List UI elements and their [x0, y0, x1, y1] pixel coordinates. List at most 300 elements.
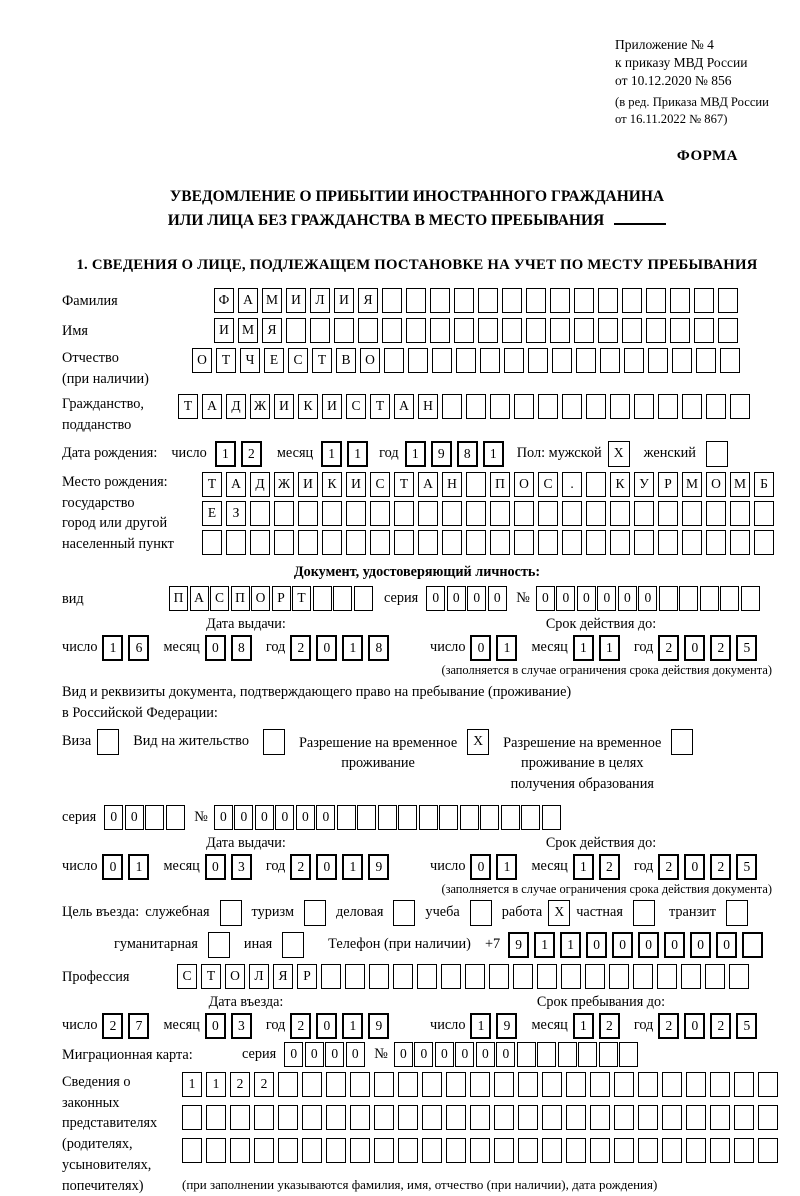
- char-cell[interactable]: [322, 501, 342, 526]
- char-cell[interactable]: Т: [292, 586, 311, 611]
- char-cell[interactable]: З: [226, 501, 246, 526]
- char-cell[interactable]: [694, 288, 714, 313]
- char-cell[interactable]: [538, 501, 558, 526]
- char-cell[interactable]: [419, 805, 438, 830]
- char-cell[interactable]: [614, 1138, 634, 1163]
- char-cell[interactable]: [638, 1138, 658, 1163]
- char-cell[interactable]: С: [210, 586, 229, 611]
- char-cell[interactable]: [97, 729, 119, 755]
- char-cell[interactable]: [418, 501, 438, 526]
- char-cell[interactable]: 1: [342, 1013, 363, 1039]
- char-cell[interactable]: [521, 805, 540, 830]
- char-cell[interactable]: 9: [496, 1013, 517, 1039]
- char-cell[interactable]: 0: [255, 805, 274, 830]
- char-cell[interactable]: О: [192, 348, 212, 373]
- char-cell[interactable]: [230, 1138, 250, 1163]
- char-cell[interactable]: О: [706, 472, 726, 497]
- char-cell[interactable]: [460, 805, 479, 830]
- char-cell[interactable]: 0: [275, 805, 294, 830]
- char-cell[interactable]: [422, 1105, 442, 1130]
- char-cell[interactable]: [432, 348, 452, 373]
- char-cell[interactable]: [562, 501, 582, 526]
- char-cell[interactable]: [326, 1072, 346, 1097]
- identity-issue-year[interactable]: [290, 635, 394, 661]
- char-cell[interactable]: [682, 501, 702, 526]
- char-cell[interactable]: 1: [347, 441, 368, 467]
- char-cell[interactable]: [730, 394, 750, 419]
- char-cell[interactable]: И: [286, 288, 306, 313]
- char-cell[interactable]: Н: [418, 394, 438, 419]
- char-cell[interactable]: 5: [736, 635, 757, 661]
- char-cell[interactable]: 0: [205, 1013, 226, 1039]
- char-cell[interactable]: П: [490, 472, 510, 497]
- char-cell[interactable]: [494, 1072, 514, 1097]
- char-cell[interactable]: Р: [658, 472, 678, 497]
- char-cell[interactable]: 0: [496, 1042, 515, 1067]
- char-cell[interactable]: 0: [690, 932, 711, 958]
- char-cell[interactable]: [610, 501, 630, 526]
- char-cell[interactable]: 1: [182, 1072, 202, 1097]
- purpose-tourism-checkbox[interactable]: [304, 900, 326, 926]
- char-cell[interactable]: [182, 1105, 202, 1130]
- representatives-grid-1[interactable]: [182, 1072, 782, 1097]
- char-cell[interactable]: М: [730, 472, 750, 497]
- profession-grid[interactable]: [177, 964, 753, 989]
- char-cell[interactable]: [321, 964, 341, 989]
- char-cell[interactable]: [357, 805, 376, 830]
- char-cell[interactable]: 0: [325, 1042, 344, 1067]
- char-cell[interactable]: Ж: [274, 472, 294, 497]
- char-cell[interactable]: Т: [202, 472, 222, 497]
- char-cell[interactable]: [634, 530, 654, 555]
- birth-month-grid[interactable]: [321, 441, 373, 467]
- char-cell[interactable]: Л: [249, 964, 269, 989]
- char-cell[interactable]: [550, 318, 570, 343]
- char-cell[interactable]: 6: [128, 635, 149, 661]
- char-cell[interactable]: 8: [368, 635, 389, 661]
- char-cell[interactable]: [754, 530, 774, 555]
- char-cell[interactable]: 0: [618, 586, 637, 611]
- char-cell[interactable]: [706, 501, 726, 526]
- char-cell[interactable]: [696, 348, 716, 373]
- char-cell[interactable]: [586, 501, 606, 526]
- char-cell[interactable]: 0: [234, 805, 253, 830]
- char-cell[interactable]: [585, 964, 605, 989]
- char-cell[interactable]: [358, 318, 378, 343]
- char-cell[interactable]: [710, 1072, 730, 1097]
- birth-place-grid-1[interactable]: [202, 472, 778, 497]
- char-cell[interactable]: С: [538, 472, 558, 497]
- char-cell[interactable]: 0: [104, 805, 123, 830]
- char-cell[interactable]: 0: [612, 932, 633, 958]
- char-cell[interactable]: [706, 441, 728, 467]
- char-cell[interactable]: [393, 964, 413, 989]
- char-cell[interactable]: [182, 1138, 202, 1163]
- char-cell[interactable]: X: [608, 441, 630, 467]
- char-cell[interactable]: 1: [573, 635, 594, 661]
- char-cell[interactable]: [706, 394, 726, 419]
- char-cell[interactable]: [398, 805, 417, 830]
- char-cell[interactable]: 0: [125, 805, 144, 830]
- char-cell[interactable]: [634, 394, 654, 419]
- char-cell[interactable]: 0: [638, 586, 657, 611]
- char-cell[interactable]: [490, 394, 510, 419]
- char-cell[interactable]: Е: [264, 348, 284, 373]
- char-cell[interactable]: 0: [346, 1042, 365, 1067]
- char-cell[interactable]: 0: [638, 932, 659, 958]
- char-cell[interactable]: 0: [536, 586, 555, 611]
- doc-series-grid[interactable]: [426, 586, 508, 611]
- char-cell[interactable]: 2: [599, 1013, 620, 1039]
- char-cell[interactable]: [378, 805, 397, 830]
- char-cell[interactable]: [442, 530, 462, 555]
- char-cell[interactable]: 7: [128, 1013, 149, 1039]
- char-cell[interactable]: [298, 501, 318, 526]
- char-cell[interactable]: [406, 288, 426, 313]
- char-cell[interactable]: [254, 1138, 274, 1163]
- char-cell[interactable]: 0: [447, 586, 466, 611]
- char-cell[interactable]: 5: [736, 854, 757, 880]
- char-cell[interactable]: [537, 1042, 556, 1067]
- char-cell[interactable]: [250, 501, 270, 526]
- char-cell[interactable]: Д: [250, 472, 270, 497]
- char-cell[interactable]: [274, 530, 294, 555]
- char-cell[interactable]: Ф: [214, 288, 234, 313]
- char-cell[interactable]: [304, 900, 326, 926]
- char-cell[interactable]: [470, 1072, 490, 1097]
- char-cell[interactable]: [446, 1105, 466, 1130]
- char-cell[interactable]: [598, 318, 618, 343]
- char-cell[interactable]: П: [231, 586, 250, 611]
- char-cell[interactable]: 1: [534, 932, 555, 958]
- char-cell[interactable]: 0: [205, 635, 226, 661]
- char-cell[interactable]: [576, 348, 596, 373]
- char-cell[interactable]: Т: [394, 472, 414, 497]
- char-cell[interactable]: [263, 729, 285, 755]
- birth-day-grid[interactable]: [215, 441, 267, 467]
- char-cell[interactable]: [590, 1072, 610, 1097]
- char-cell[interactable]: [518, 1072, 538, 1097]
- char-cell[interactable]: 0: [597, 586, 616, 611]
- char-cell[interactable]: [686, 1072, 706, 1097]
- char-cell[interactable]: 0: [435, 1042, 454, 1067]
- char-cell[interactable]: [422, 1072, 442, 1097]
- char-cell[interactable]: [430, 288, 450, 313]
- char-cell[interactable]: [514, 394, 534, 419]
- char-cell[interactable]: [720, 586, 739, 611]
- char-cell[interactable]: И: [334, 288, 354, 313]
- char-cell[interactable]: [562, 394, 582, 419]
- char-cell[interactable]: А: [418, 472, 438, 497]
- char-cell[interactable]: 0: [577, 586, 596, 611]
- char-cell[interactable]: [254, 1105, 274, 1130]
- char-cell[interactable]: 9: [368, 1013, 389, 1039]
- char-cell[interactable]: [720, 348, 740, 373]
- char-cell[interactable]: [538, 394, 558, 419]
- char-cell[interactable]: [686, 1138, 706, 1163]
- char-cell[interactable]: 0: [284, 1042, 303, 1067]
- char-cell[interactable]: П: [169, 586, 188, 611]
- char-cell[interactable]: Т: [370, 394, 390, 419]
- char-cell[interactable]: [278, 1105, 298, 1130]
- char-cell[interactable]: [350, 1072, 370, 1097]
- char-cell[interactable]: [542, 805, 561, 830]
- char-cell[interactable]: [550, 288, 570, 313]
- char-cell[interactable]: [333, 586, 352, 611]
- char-cell[interactable]: [490, 530, 510, 555]
- char-cell[interactable]: [454, 288, 474, 313]
- purpose-private-checkbox[interactable]: [633, 900, 655, 926]
- char-cell[interactable]: 2: [710, 635, 731, 661]
- char-cell[interactable]: 1: [573, 1013, 594, 1039]
- char-cell[interactable]: 2: [658, 1013, 679, 1039]
- char-cell[interactable]: [586, 394, 606, 419]
- entry-year[interactable]: [290, 1013, 394, 1039]
- char-cell[interactable]: [502, 288, 522, 313]
- char-cell[interactable]: [226, 530, 246, 555]
- char-cell[interactable]: 1: [496, 854, 517, 880]
- char-cell[interactable]: [350, 1105, 370, 1130]
- char-cell[interactable]: [326, 1105, 346, 1130]
- char-cell[interactable]: [705, 964, 725, 989]
- char-cell[interactable]: К: [610, 472, 630, 497]
- char-cell[interactable]: [418, 530, 438, 555]
- char-cell[interactable]: 0: [556, 586, 575, 611]
- char-cell[interactable]: [346, 501, 366, 526]
- purpose-official-checkbox[interactable]: [220, 900, 242, 926]
- char-cell[interactable]: [206, 1138, 226, 1163]
- char-cell[interactable]: [662, 1072, 682, 1097]
- char-cell[interactable]: [598, 288, 618, 313]
- char-cell[interactable]: [354, 586, 373, 611]
- char-cell[interactable]: [622, 318, 642, 343]
- purpose-study-checkbox[interactable]: [470, 900, 492, 926]
- char-cell[interactable]: [658, 394, 678, 419]
- char-cell[interactable]: [718, 318, 738, 343]
- char-cell[interactable]: [439, 805, 458, 830]
- char-cell[interactable]: В: [336, 348, 356, 373]
- char-cell[interactable]: [718, 288, 738, 313]
- char-cell[interactable]: [230, 1105, 250, 1130]
- char-cell[interactable]: И: [322, 394, 342, 419]
- char-cell[interactable]: С: [346, 394, 366, 419]
- char-cell[interactable]: 0: [467, 586, 486, 611]
- char-cell[interactable]: [513, 964, 533, 989]
- char-cell[interactable]: [730, 530, 750, 555]
- char-cell[interactable]: [302, 1105, 322, 1130]
- char-cell[interactable]: [729, 964, 749, 989]
- char-cell[interactable]: [600, 348, 620, 373]
- char-cell[interactable]: [561, 964, 581, 989]
- char-cell[interactable]: Т: [312, 348, 332, 373]
- char-cell[interactable]: [502, 318, 522, 343]
- char-cell[interactable]: [501, 805, 520, 830]
- char-cell[interactable]: [302, 1138, 322, 1163]
- char-cell[interactable]: 5: [736, 1013, 757, 1039]
- doc-kind-grid[interactable]: [169, 586, 374, 611]
- char-cell[interactable]: [302, 1072, 322, 1097]
- char-cell[interactable]: [542, 1072, 562, 1097]
- char-cell[interactable]: [710, 1138, 730, 1163]
- residence-expiry-day[interactable]: [470, 854, 522, 880]
- char-cell[interactable]: [382, 318, 402, 343]
- char-cell[interactable]: [518, 1138, 538, 1163]
- char-cell[interactable]: [274, 501, 294, 526]
- char-cell[interactable]: [337, 805, 356, 830]
- residence-expiry-year[interactable]: [658, 854, 762, 880]
- char-cell[interactable]: [679, 586, 698, 611]
- char-cell[interactable]: [610, 530, 630, 555]
- char-cell[interactable]: [478, 318, 498, 343]
- char-cell[interactable]: 0: [664, 932, 685, 958]
- char-cell[interactable]: 2: [290, 854, 311, 880]
- char-cell[interactable]: [382, 288, 402, 313]
- char-cell[interactable]: [659, 586, 678, 611]
- char-cell[interactable]: [614, 1105, 634, 1130]
- char-cell[interactable]: М: [238, 318, 258, 343]
- char-cell[interactable]: 2: [710, 854, 731, 880]
- identity-expiry-year[interactable]: [658, 635, 762, 661]
- char-cell[interactable]: [710, 1105, 730, 1130]
- birth-place-grid-3[interactable]: [202, 530, 778, 555]
- char-cell[interactable]: [682, 394, 702, 419]
- char-cell[interactable]: [466, 394, 486, 419]
- char-cell[interactable]: 0: [476, 1042, 495, 1067]
- char-cell[interactable]: [622, 288, 642, 313]
- char-cell[interactable]: [614, 1072, 634, 1097]
- char-cell[interactable]: [322, 530, 342, 555]
- char-cell[interactable]: [662, 1105, 682, 1130]
- char-cell[interactable]: [310, 318, 330, 343]
- visa-checkbox[interactable]: [97, 729, 119, 755]
- char-cell[interactable]: 2: [599, 854, 620, 880]
- char-cell[interactable]: 9: [431, 441, 452, 467]
- char-cell[interactable]: [590, 1138, 610, 1163]
- char-cell[interactable]: 2: [658, 854, 679, 880]
- char-cell[interactable]: [202, 530, 222, 555]
- char-cell[interactable]: [446, 1072, 466, 1097]
- char-cell[interactable]: [694, 318, 714, 343]
- char-cell[interactable]: [633, 964, 653, 989]
- char-cell[interactable]: [514, 530, 534, 555]
- char-cell[interactable]: [466, 472, 486, 497]
- char-cell[interactable]: 2: [658, 635, 679, 661]
- birth-place-grid-2[interactable]: [202, 501, 778, 526]
- char-cell[interactable]: [470, 1105, 490, 1130]
- identity-expiry-day[interactable]: [470, 635, 522, 661]
- char-cell[interactable]: О: [360, 348, 380, 373]
- char-cell[interactable]: 0: [414, 1042, 433, 1067]
- char-cell[interactable]: [526, 288, 546, 313]
- char-cell[interactable]: [686, 1105, 706, 1130]
- char-cell[interactable]: 0: [470, 854, 491, 880]
- char-cell[interactable]: [624, 348, 644, 373]
- char-cell[interactable]: [657, 964, 677, 989]
- char-cell[interactable]: 0: [716, 932, 737, 958]
- char-cell[interactable]: 1: [405, 441, 426, 467]
- char-cell[interactable]: [220, 900, 242, 926]
- char-cell[interactable]: [562, 530, 582, 555]
- char-cell[interactable]: X: [548, 900, 570, 926]
- char-cell[interactable]: [633, 900, 655, 926]
- char-cell[interactable]: 1: [573, 854, 594, 880]
- identity-issue-day[interactable]: [102, 635, 154, 661]
- char-cell[interactable]: [706, 530, 726, 555]
- char-cell[interactable]: Ж: [250, 394, 270, 419]
- char-cell[interactable]: [504, 348, 524, 373]
- given-name-grid[interactable]: [214, 318, 742, 343]
- identity-issue-month[interactable]: [205, 635, 257, 661]
- residence-series-grid[interactable]: [104, 805, 186, 830]
- char-cell[interactable]: А: [190, 586, 209, 611]
- char-cell[interactable]: 2: [290, 1013, 311, 1039]
- citizenship-grid[interactable]: [178, 394, 754, 419]
- char-cell[interactable]: [430, 318, 450, 343]
- char-cell[interactable]: 1: [342, 635, 363, 661]
- char-cell[interactable]: [494, 1105, 514, 1130]
- char-cell[interactable]: Т: [216, 348, 236, 373]
- char-cell[interactable]: [374, 1105, 394, 1130]
- identity-expiry-month[interactable]: [573, 635, 625, 661]
- char-cell[interactable]: 0: [296, 805, 315, 830]
- char-cell[interactable]: Р: [297, 964, 317, 989]
- residence-permit-checkbox[interactable]: [263, 729, 285, 755]
- char-cell[interactable]: Е: [202, 501, 222, 526]
- char-cell[interactable]: 1: [560, 932, 581, 958]
- residence-number-grid[interactable]: [214, 805, 563, 830]
- char-cell[interactable]: 0: [394, 1042, 413, 1067]
- char-cell[interactable]: М: [682, 472, 702, 497]
- char-cell[interactable]: [758, 1138, 778, 1163]
- char-cell[interactable]: 2: [710, 1013, 731, 1039]
- representatives-grid-3[interactable]: [182, 1138, 782, 1163]
- char-cell[interactable]: [646, 288, 666, 313]
- char-cell[interactable]: Я: [273, 964, 293, 989]
- char-cell[interactable]: [442, 394, 462, 419]
- char-cell[interactable]: [394, 501, 414, 526]
- char-cell[interactable]: [537, 964, 557, 989]
- char-cell[interactable]: [758, 1072, 778, 1097]
- char-cell[interactable]: [566, 1138, 586, 1163]
- char-cell[interactable]: 0: [102, 854, 123, 880]
- char-cell[interactable]: [566, 1072, 586, 1097]
- char-cell[interactable]: [658, 530, 678, 555]
- char-cell[interactable]: 2: [230, 1072, 250, 1097]
- char-cell[interactable]: [558, 1042, 577, 1067]
- char-cell[interactable]: [393, 900, 415, 926]
- residence-issue-year[interactable]: [290, 854, 394, 880]
- stay-month[interactable]: [573, 1013, 625, 1039]
- char-cell[interactable]: 0: [470, 635, 491, 661]
- patronymic-grid[interactable]: [192, 348, 744, 373]
- char-cell[interactable]: Л: [310, 288, 330, 313]
- char-cell[interactable]: 1: [321, 441, 342, 467]
- char-cell[interactable]: 0: [316, 1013, 337, 1039]
- char-cell[interactable]: [599, 1042, 618, 1067]
- char-cell[interactable]: М: [262, 288, 282, 313]
- char-cell[interactable]: И: [298, 472, 318, 497]
- char-cell[interactable]: А: [202, 394, 222, 419]
- char-cell[interactable]: [370, 501, 390, 526]
- char-cell[interactable]: Н: [442, 472, 462, 497]
- char-cell[interactable]: [298, 530, 318, 555]
- char-cell[interactable]: [470, 1138, 490, 1163]
- char-cell[interactable]: [489, 964, 509, 989]
- purpose-other-checkbox[interactable]: [282, 932, 304, 958]
- char-cell[interactable]: [442, 501, 462, 526]
- char-cell[interactable]: [609, 964, 629, 989]
- char-cell[interactable]: [734, 1138, 754, 1163]
